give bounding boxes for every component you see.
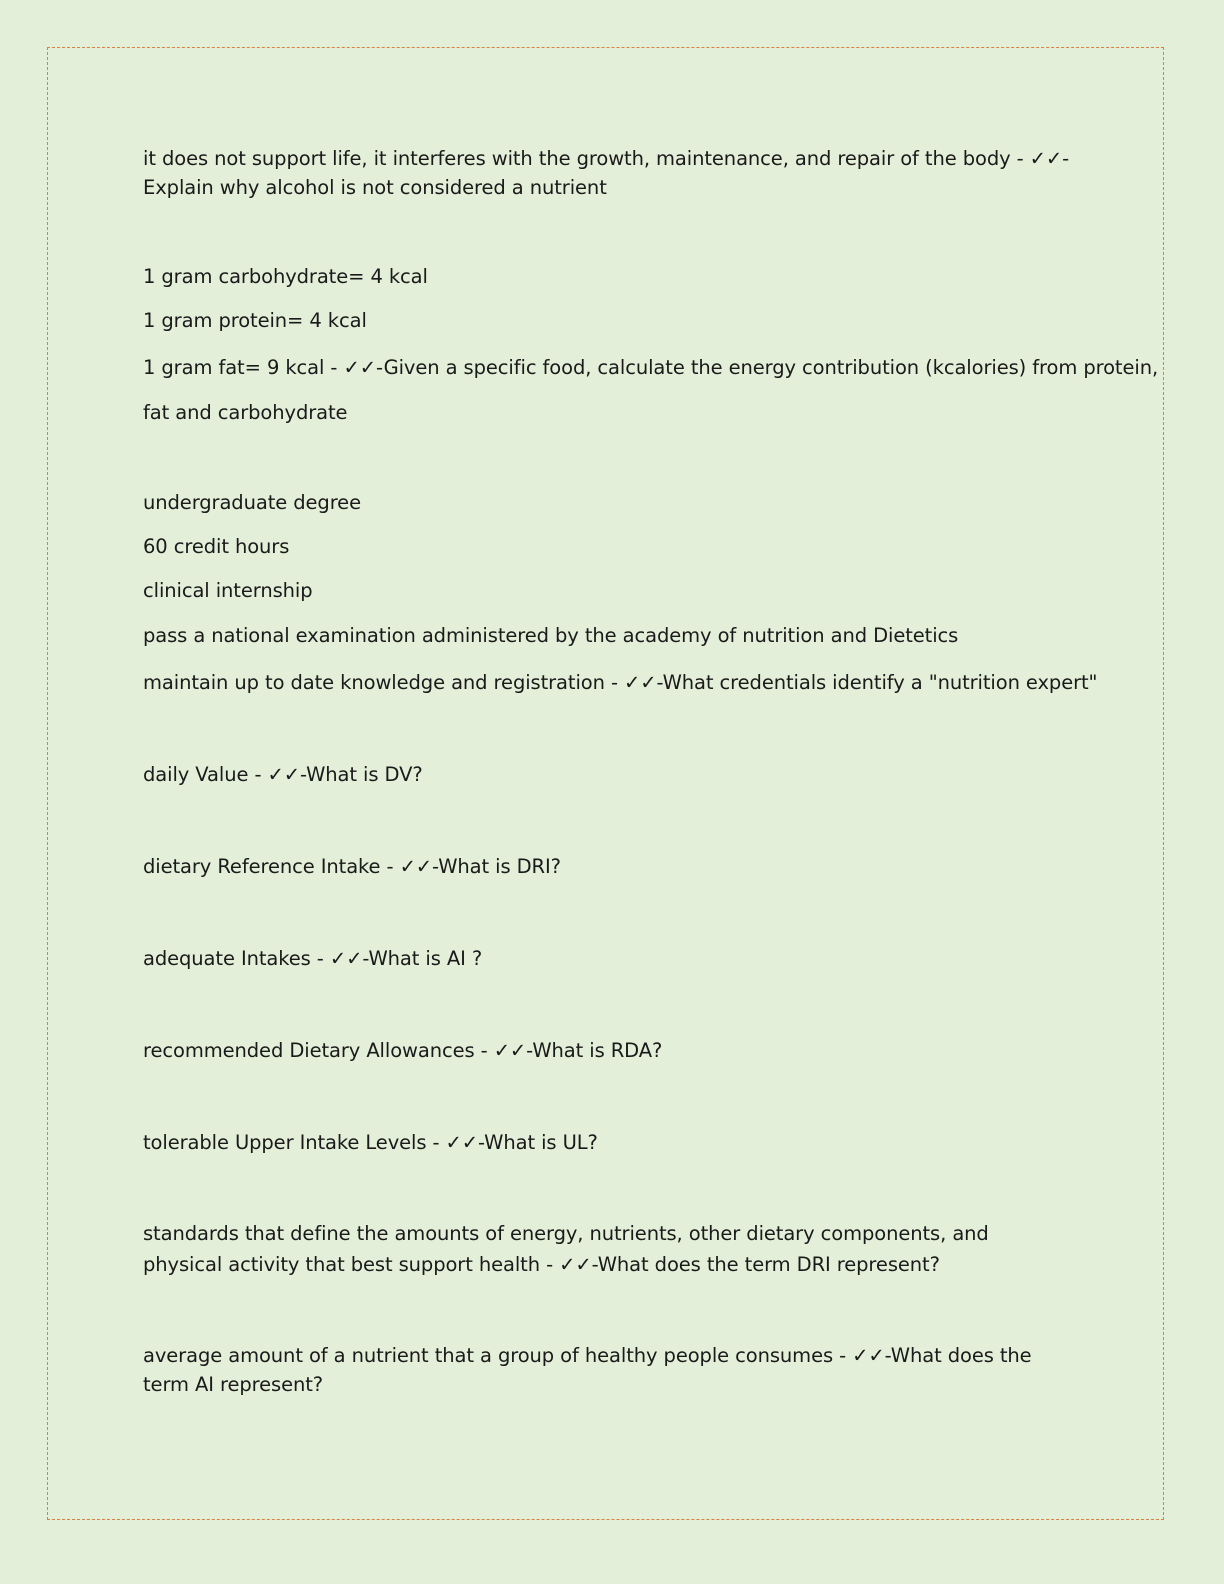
qa-dv: daily Value - ✓✓-What is DV? [143, 763, 423, 786]
qa-fat-kcal-continued: fat and carbohydrate [143, 401, 348, 424]
qa-nutrition-expert: maintain up to date knowledge and registration - ✓✓-What credentials identify a "nutrition expert" [143, 671, 1098, 694]
qa-ai-represent: average amount of a nutrient that a group of healthy people consumes - ✓✓-What does the term AI represent? [143, 1344, 1032, 1396]
qa-fat-kcal: 1 gram fat= 9 kcal - ✓✓-Given a specific food, calculate the energy contribution (kcalories) from protein, [143, 356, 1159, 379]
qa-rda: recommended Dietary Allowances - ✓✓-What is RDA? [143, 1039, 663, 1062]
qa-dri-represent: standards that define the amounts of energy, nutrients, other dietary components, and physical activity that best support health - ✓✓-What does the term DRI represent? [143, 1222, 989, 1276]
text-carbohydrate-kcal: 1 gram carbohydrate= 4 kcal [143, 265, 428, 288]
qa-alcohol-nutrient: it does not support life, it interferes with the growth, maintenance, and repair of the body - ✓✓-Explain why alcohol is not considered a nutrient [143, 147, 1070, 199]
text-clinical-internship: clinical internship [143, 579, 313, 602]
qa-ai: adequate Intakes - ✓✓-What is AI ? [143, 947, 483, 970]
text-undergraduate-degree: undergraduate degree [143, 491, 361, 514]
text-credit-hours: 60 credit hours [143, 535, 290, 558]
text-national-exam: pass a national examination administered by the academy of nutrition and Dietetics [143, 624, 959, 647]
qa-dri: dietary Reference Intake - ✓✓-What is DRI? [143, 855, 561, 878]
text-protein-kcal: 1 gram protein= 4 kcal [143, 309, 367, 332]
qa-ul: tolerable Upper Intake Levels - ✓✓-What is UL? [143, 1131, 598, 1154]
